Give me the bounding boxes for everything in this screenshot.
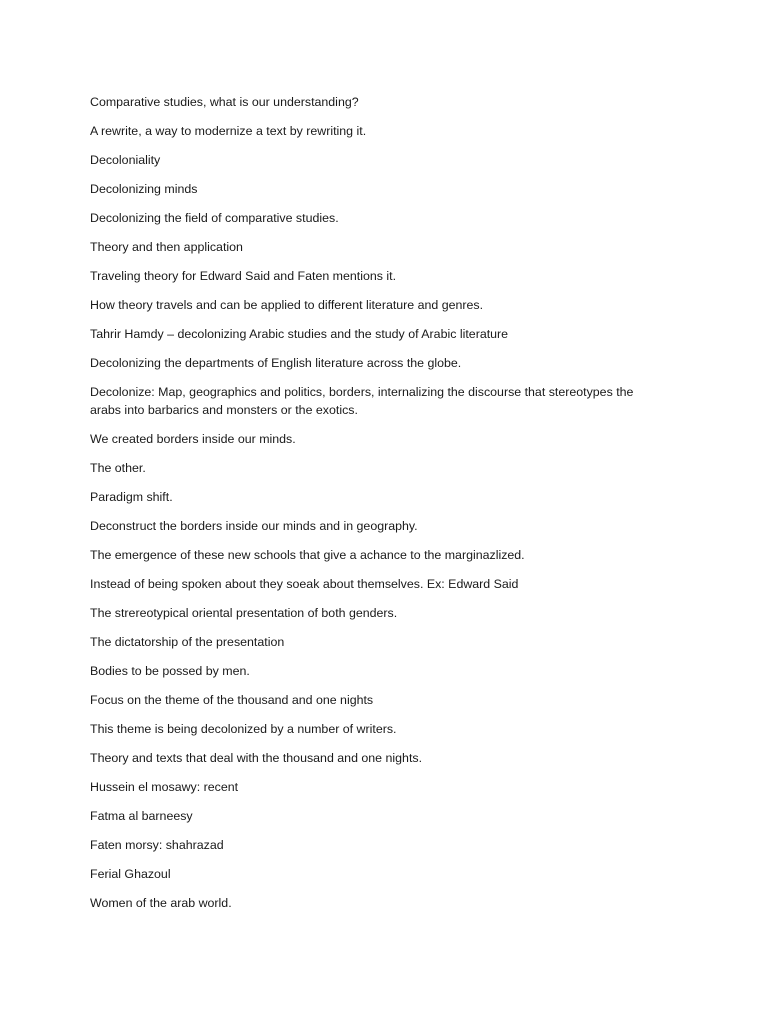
paragraph: This theme is being decolonized by a number of writers. — [90, 722, 397, 736]
paragraph: Decolonizing the departments of English literature across the globe. — [90, 356, 462, 370]
paragraph: The emergence of these new schools that give a achance to the marginazlized. — [90, 548, 525, 562]
paragraph: Bodies to be possed by men. — [90, 664, 250, 678]
paragraph: Deconstruct the borders inside our minds and in geography. — [90, 519, 418, 533]
paragraph: Tahrir Hamdy – decolonizing Arabic studies and the study of Arabic literature — [90, 327, 509, 341]
paragraph: Women of the arab world. — [90, 896, 232, 910]
paragraph: Faten morsy: shahrazad — [90, 838, 224, 852]
paragraph: Theory and texts that deal with the thousand and one nights. — [90, 751, 423, 765]
paragraph: We created borders inside our minds. — [90, 432, 296, 446]
paragraph: Focus on the theme of the thousand and one nights — [90, 693, 374, 707]
paragraph: The strereotypical oriental presentation of both genders. — [90, 606, 398, 620]
paragraph: Decoloniality — [90, 153, 161, 167]
paragraph: The dictatorship of the presentation — [90, 635, 285, 649]
paragraph: Ferial Ghazoul — [90, 867, 171, 881]
paragraph: How theory travels and can be applied to different literature and genres. — [90, 298, 484, 312]
paragraph: Traveling theory for Edward Said and Faten mentions it. — [90, 269, 397, 283]
paragraph: Paradigm shift. — [90, 490, 173, 504]
paragraph: Hussein el mosawy: recent — [90, 780, 239, 794]
paragraph: Decolonize: Map, geographics and politics, borders, internalizing the discourse that stereotypes the arabs into barbarics and monsters or the exotics. — [90, 385, 634, 417]
paragraph: Decolonizing minds — [90, 182, 198, 196]
paragraph: Decolonizing the field of comparative studies. — [90, 211, 339, 225]
paragraph: A rewrite, a way to modernize a text by rewriting it. — [90, 124, 367, 138]
paragraph: Fatma al barneesy — [90, 809, 193, 823]
paragraph: Comparative studies, what is our understanding? — [90, 95, 359, 109]
document-body — [90, 93, 660, 923]
paragraph: Theory and then application — [90, 240, 243, 254]
paragraph: The other. — [90, 461, 146, 475]
paragraph: Instead of being spoken about they soeak about themselves. Ex: Edward Said — [90, 577, 519, 591]
